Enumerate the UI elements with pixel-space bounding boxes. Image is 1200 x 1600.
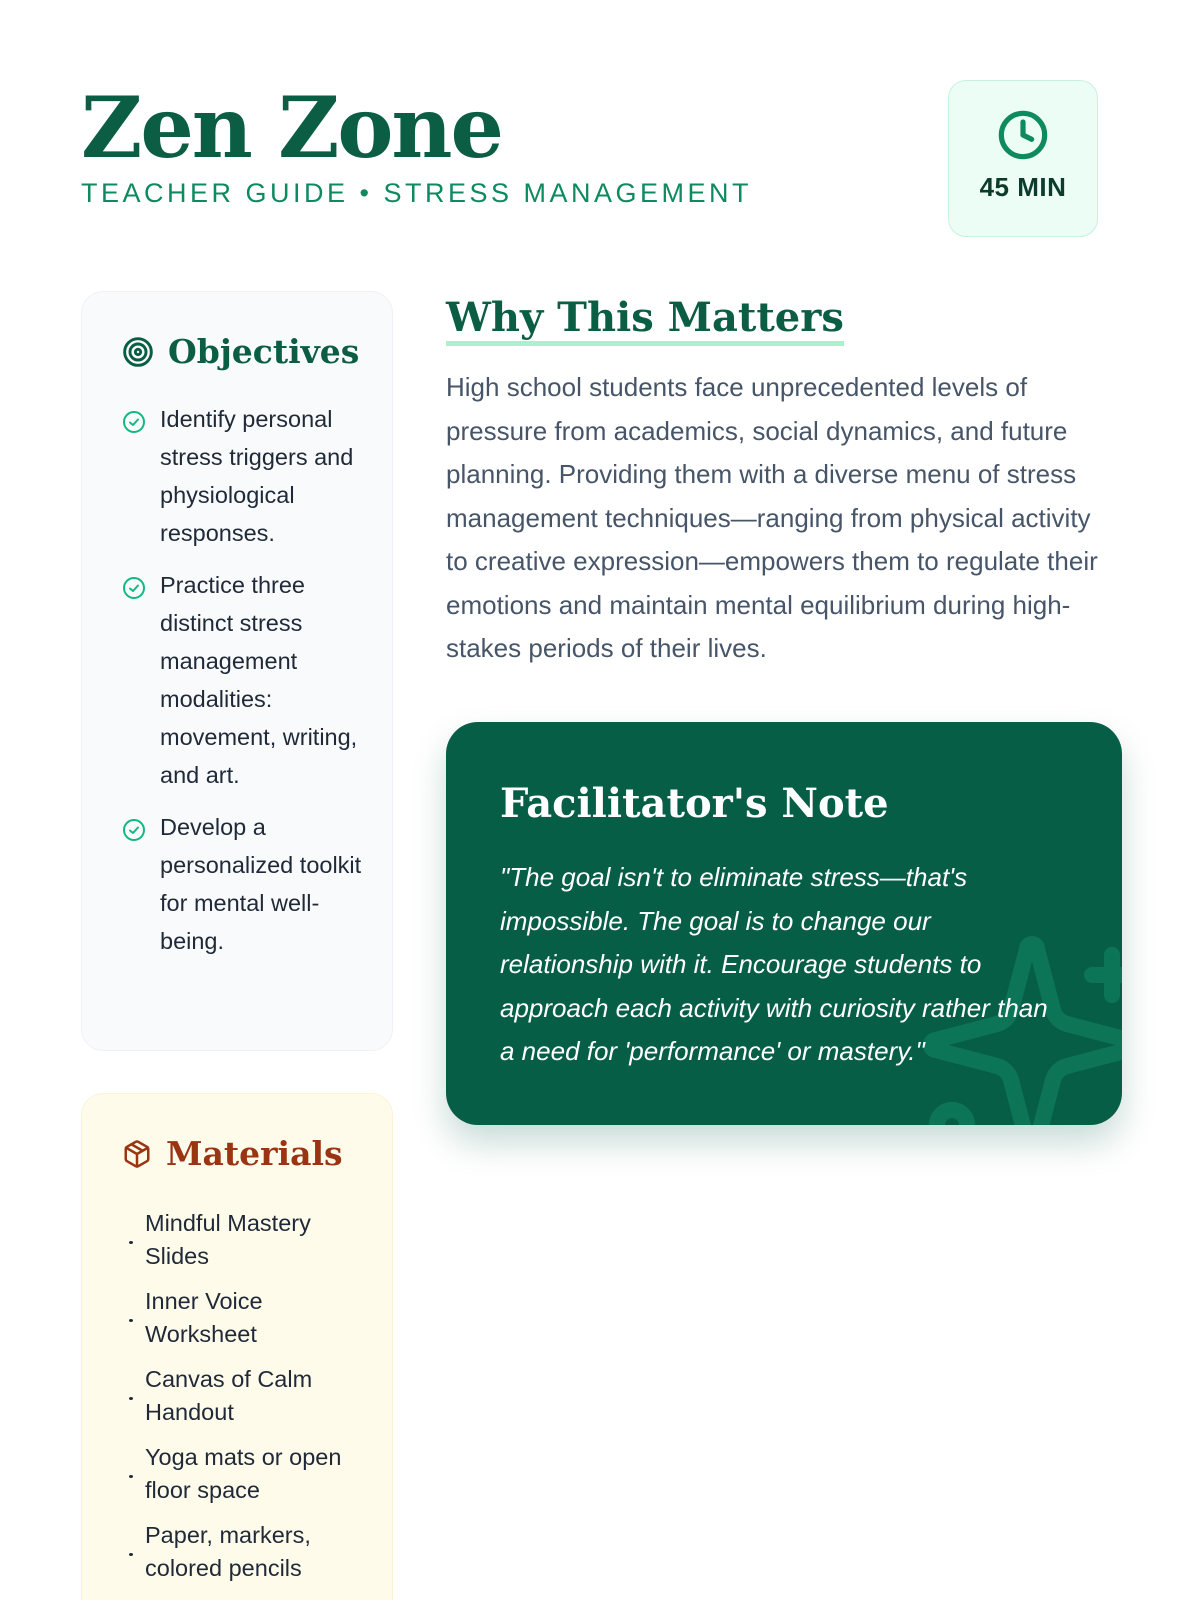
material-text: Paper, markers, colored pencils [145,1522,311,1581]
material-item [122,1363,362,1429]
material-text: Mindful Mastery Slides [145,1210,311,1269]
objectives-list [122,406,362,980]
check-circle-icon [122,818,146,842]
page-subtitle: TEACHER GUIDE • STRESS MANAGEMENT [81,178,753,208]
material-text: Canvas of Calm Handout [145,1366,313,1425]
duration-label: 45 MIN [979,172,1067,202]
check-circle-icon [122,410,146,434]
check-circle-icon [122,576,146,600]
materials-heading: Materials [166,1134,343,1173]
objective-item [122,572,362,794]
objective-text: Identify personal stress triggers and physiological responses. [160,406,354,546]
objective-text: Practice three distinct stress management modalities: movement, writing, and art. [160,572,358,788]
clock-icon [997,109,1049,161]
bullet-dot [129,1475,133,1478]
materials-list [122,1207,362,1597]
target-icon [122,336,154,368]
objective-text: Develop a personalized toolkit for mental well-being. [160,814,362,954]
materials-card [81,1093,393,1600]
bullet-dot [129,1241,133,1244]
page-header [81,80,1098,240]
objectives-card [81,291,393,1051]
objectives-header [122,332,359,371]
bullet-dot [129,1397,133,1400]
facilitator-note-card [446,722,1122,1125]
page-title: Zen Zone [81,78,502,177]
note-quote: "The goal isn't to eliminate stress—that's impossible. The goal is to change our relationship with it. Encourage students to approach each activity with curiosity rather than a need for 'performance' or mastery." [500,862,1048,1066]
objective-item [122,814,362,960]
objective-item [122,406,362,552]
why-section [446,296,1098,671]
material-text: Yoga mats or open floor space [145,1444,342,1503]
material-item [122,1519,362,1585]
objectives-heading: Objectives [168,332,360,371]
bullet-dot [129,1553,133,1556]
material-item [122,1285,362,1351]
bullet-dot [129,1319,133,1322]
duration-badge [948,80,1098,237]
material-item [122,1441,362,1507]
box-icon [122,1139,152,1169]
note-heading: Facilitator's Note [500,780,889,827]
why-heading: Why This Matters [446,296,844,346]
why-body: High school students face unprecedented levels of pressure from academics, social dynamics, and future planning. Providing them with a diverse menu of stress management techniques—ranging from physical activity to creative expression—empowers them to regulate their emotions and maintain mental equilibrium during high-stakes periods of their lives. [446,372,1098,663]
materials-header [122,1134,343,1173]
material-item [122,1207,362,1273]
material-text: Inner Voice Worksheet [145,1288,263,1347]
